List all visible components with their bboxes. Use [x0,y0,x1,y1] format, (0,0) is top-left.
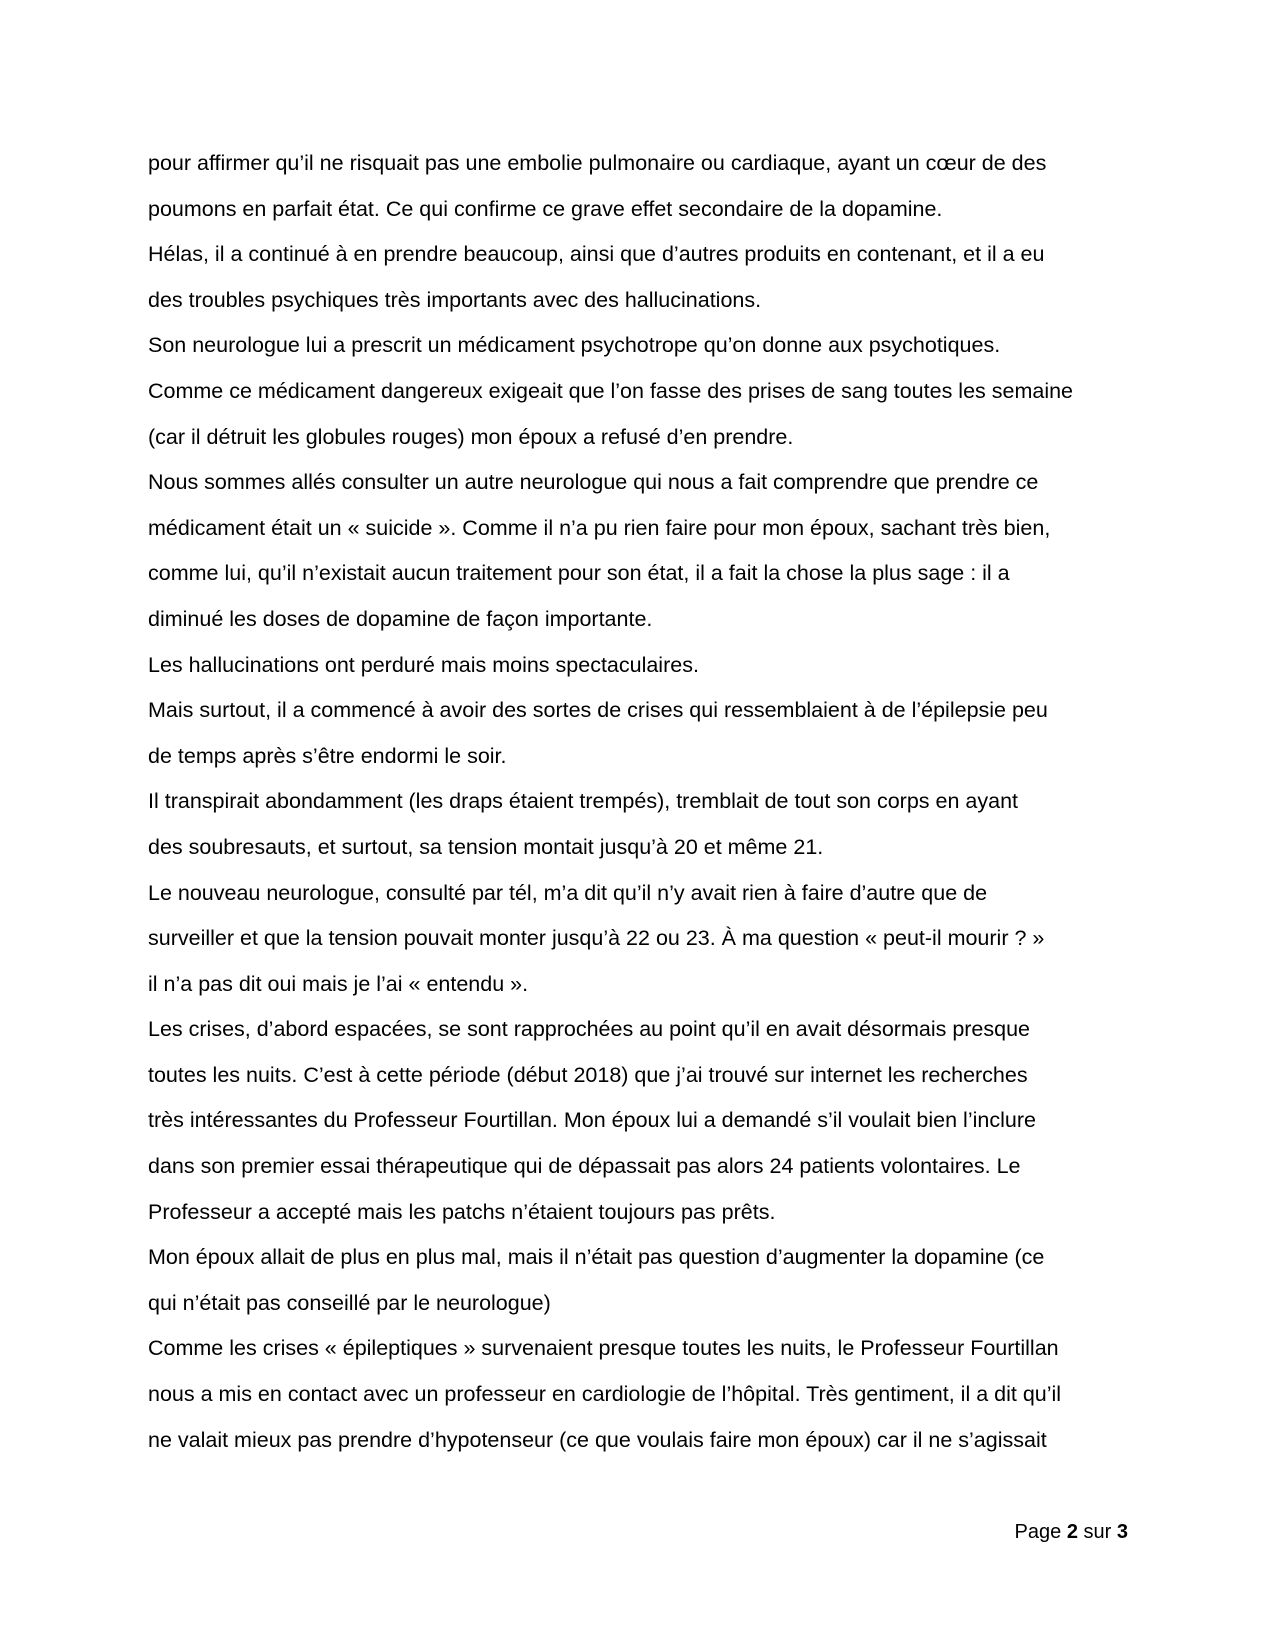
text-line: des troubles psychiques très importants avec des hallucinations. [148,287,762,312]
text-line: de temps après s’être endormi le soir. [148,743,507,768]
text-line: il n’a pas dit oui mais je l’ai « entendu ». [148,971,529,996]
text-line: très intéressantes du Professeur Fourtillan. Mon époux lui a demandé s’il voulait bien l’inclure [148,1108,1036,1133]
page-number-footer [1015,1517,1128,1547]
text-line: ne valait mieux pas prendre d’hypotenseur (ce que voulais faire mon époux) car il ne s’agissait [148,1427,1047,1452]
text-line: Son neurologue lui a prescrit un médicament psychotrope qu’on donne aux psychotiques. [148,333,1001,358]
text-line: pour affirmer qu’il ne risquait pas une embolie pulmonaire ou cardiaque, ayant un cœur de des [148,151,1047,175]
text-line: dans son premier essai thérapeutique qui de dépassait pas alors 24 patients volontaires. Le [148,1154,1021,1179]
text-line: (car il détruit les globules rouges) mon époux a refusé d’en prendre. [148,424,794,449]
text-line: poumons en parfait état. Ce qui confirme ce grave effet secondaire de la dopamine. [148,196,943,221]
text-line: Comme les crises « épileptiques » survenaient presque toutes les nuits, le Professeur Fourtillan [148,1336,1059,1361]
of-label: sur [1083,1521,1112,1543]
text-line: Les crises, d’abord espacées, se sont rapprochées au point qu’il en avait désormais presque [148,1017,1031,1042]
text-line: nous a mis en contact avec un professeur en cardiologie de l’hôpital. Très gentiment, il a dit qu’il [148,1382,1062,1407]
text-line: Le nouveau neurologue, consulté par tél, m’a dit qu’il n’y avait rien à faire d’autre que de [148,880,988,905]
total-pages-number: 3 [1116,1521,1128,1543]
text-line: Les hallucinations ont perduré mais moins spectaculaires. [148,652,699,677]
text-line: médicament était un « suicide ». Comme il n’a pu rien faire pour mon époux, sachant très bien, [148,515,1051,540]
text-line: Mais surtout, il a commencé à avoir des sortes de crises qui ressemblaient à de l’épilepsie peu [148,698,1048,723]
text-line: diminué les doses de dopamine de façon importante. [148,606,653,631]
page-label: Page [1014,1521,1062,1543]
body-text [148,145,1138,1467]
text-line: surveiller et que la tension pouvait monter jusqu’à 22 ou 23. À ma question « peut-il mourir ? » [148,926,1045,951]
text-line: Professeur a accepté mais les patchs n’étaient toujours pas prêts. [148,1199,776,1224]
text-line: des soubresauts, et surtout, sa tension montait jusqu’à 20 et même 21. [148,834,824,859]
current-page-number: 2 [1066,1521,1078,1543]
text-line: Nous sommes allés consulter un autre neurologue qui nous a fait comprendre que prendre ce [148,470,1039,495]
text-line: qui n’était pas conseillé par le neurologue) [148,1290,551,1315]
text-line: Mon époux allait de plus en plus mal, mais il n’était pas question d’augmenter la dopamine (ce [148,1245,1045,1270]
text-line: comme lui, qu’il n’existait aucun traitement pour son état, il a fait la chose la plus sage : il a [148,561,1010,586]
text-line: toutes les nuits. C’est à cette période (début 2018) que j’ai trouvé sur internet les recherches [148,1062,1028,1087]
text-line: Il transpirait abondamment (les draps étaient trempés), tremblait de tout son corps en ayant [148,789,1018,814]
text-line: Comme ce médicament dangereux exigeait que l’on fasse des prises de sang toutes les semaine [148,378,1074,403]
text-line: Hélas, il a continué à en prendre beaucoup, ainsi que d’autres produits en contenant, et il a eu [148,242,1045,267]
